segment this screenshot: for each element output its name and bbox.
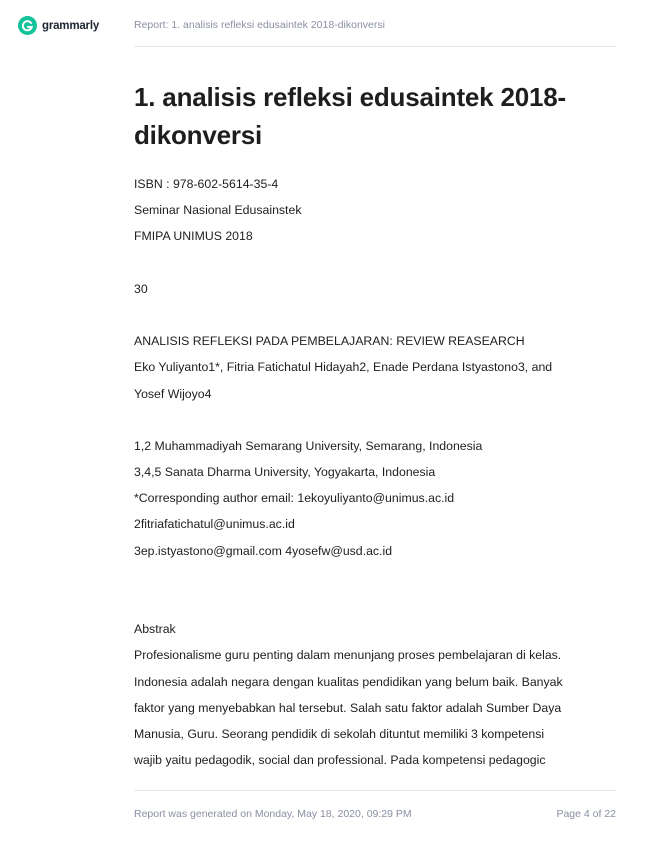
text-line: Indonesia adalah negara dengan kualitas pendidikan yang belum baik. Banyak — [134, 674, 563, 689]
text-line: 2fitriafatichatul@unimus.ac.id — [134, 517, 295, 532]
text-line: ANALISIS REFLEKSI PADA PEMBELAJARAN: REVIEW REASEARCH — [134, 334, 525, 349]
text-line: *Corresponding author email: 1ekoyuliyanto@unimus.ac.id — [134, 491, 455, 506]
text-line: Abstrak — [134, 622, 176, 637]
report-generated-note: Report was generated on Monday, May 18, 2020, 09:29 PM — [134, 808, 412, 820]
text-line: ISBN : 978-602-5614-35-4 — [134, 177, 279, 191]
brand-name: grammarly — [42, 19, 100, 32]
grammarly-logo — [18, 16, 99, 35]
text-line: Profesionalisme guru penting dalam menunjang proses pembelajaran di kelas. — [134, 648, 562, 663]
page-indicator: Page 4 of 22 — [556, 808, 616, 820]
text-line: 3,4,5 Sanata Dharma University, Yogyakarta, Indonesia — [134, 465, 436, 480]
text-line: 3ep.istyastono@gmail.com 4yosefw@usd.ac.id — [134, 543, 393, 558]
text-line: Eko Yuliyanto1*, Fitria Fatichatul Hidayah2, Enade Perdana Istyastono3, and — [134, 360, 553, 375]
text-line: Seminar Nasional Edusainstek — [134, 203, 302, 218]
footer-divider — [134, 790, 616, 791]
header-divider — [134, 46, 616, 47]
text-line: 1,2 Muhammadiyah Semarang University, Semarang, Indonesia — [134, 438, 483, 453]
document-title: 1. analisis refleksi edusaintek 2018-dikonversi — [134, 82, 566, 150]
text-line: faktor yang menyebabkan hal tersebut. Salah satu faktor adalah Sumber Daya — [134, 700, 562, 715]
report-title: Report: 1. analisis refleksi edusaintek 2018-dikonversi — [134, 19, 385, 31]
document-body — [134, 171, 616, 773]
blank-line — [134, 590, 616, 616]
text-line: wajib yaitu pedagodik, social dan professional. Pada kompetensi pedagogic — [134, 753, 546, 768]
blank-line — [134, 407, 616, 433]
blank-line — [134, 302, 616, 328]
blank-line — [134, 250, 616, 276]
grammarly-g-icon — [18, 16, 37, 35]
text-line: 30 — [134, 281, 148, 296]
text-line: Manusia, Guru. Seorang pendidik di sekolah dituntut memiliki 3 kompetensi — [134, 726, 545, 741]
blank-line — [134, 564, 616, 590]
text-line: Yosef Wijoyo4 — [134, 386, 212, 401]
text-line: FMIPA UNIMUS 2018 — [134, 229, 253, 244]
